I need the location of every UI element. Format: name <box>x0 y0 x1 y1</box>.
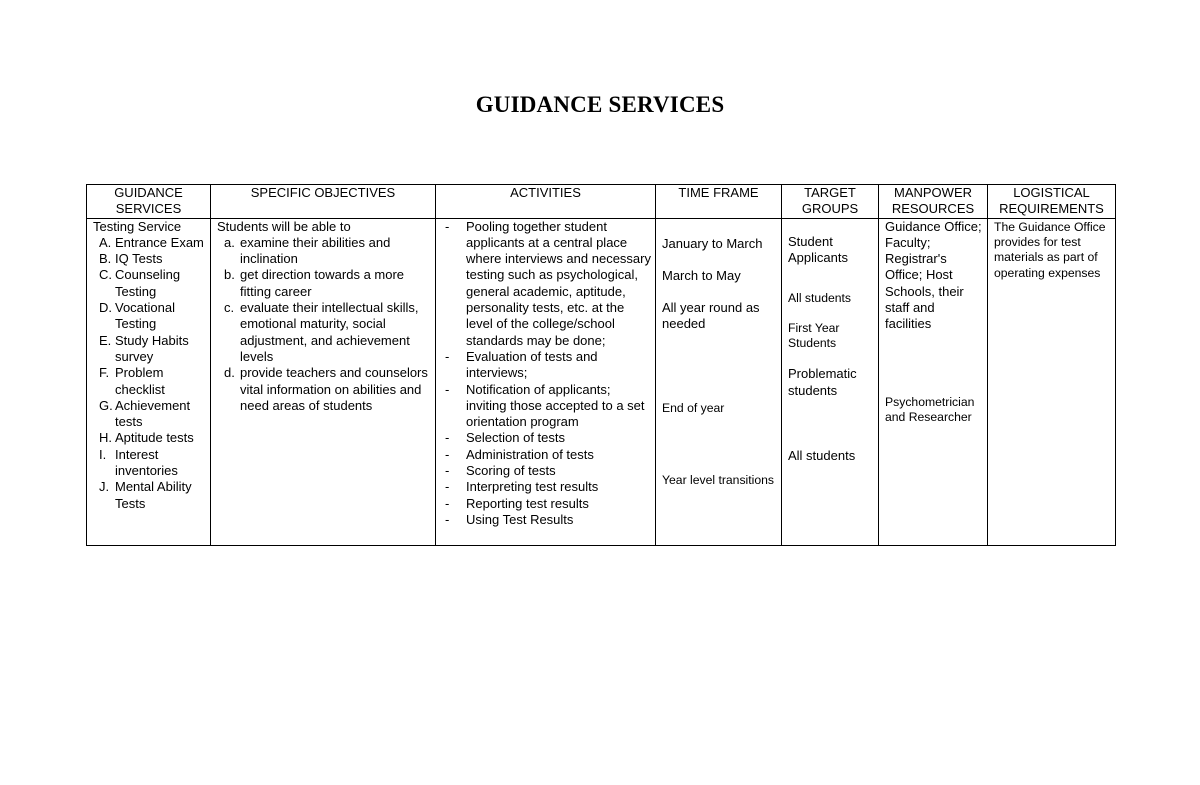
list-item: F. Problem checklist <box>99 365 165 397</box>
header-time-frame: TIME FRAME <box>656 185 782 219</box>
list-item: A. Entrance Exam <box>99 234 204 250</box>
list-item: - Pooling together student applicants at a central place where interviews and necessary testing such as psychological, general academic, aptitude, personality tests, etc. at the level of the college/school standards may be done; <box>445 218 651 348</box>
cell-guidance-services <box>87 218 211 545</box>
table-header-row <box>87 185 1116 219</box>
list-item: - Scoring of tests <box>445 463 556 479</box>
time-frame-item: March to May <box>662 267 741 283</box>
header-manpower-resources: MANPOWER RESOURCES <box>879 185 988 219</box>
target-group-item: Student Applicants <box>788 233 848 265</box>
objectives-list <box>217 235 431 414</box>
header-logistical-requirements: LOGISTICAL REQUIREMENTS <box>988 185 1116 219</box>
list-item: a. examine their abilities and inclination <box>224 234 391 267</box>
cell-specific-objectives <box>211 218 436 545</box>
list-item: c. evaluate their intellectual skills, emotional maturity, social adjustment, and achievement levels <box>224 300 419 364</box>
list-item: - Notification of applicants; inviting those accepted to a set orientation program <box>445 381 645 430</box>
list-item: H. Aptitude tests <box>99 430 194 446</box>
target-group-item: Problematic students <box>788 366 857 398</box>
cell-activities <box>436 218 656 545</box>
list-item: - Reporting test results <box>445 495 589 511</box>
table-row <box>87 218 1116 545</box>
list-item: B. IQ Tests <box>99 251 163 267</box>
list-item: b. get direction towards a more fitting career <box>224 267 405 299</box>
list-item: E. Study Habits survey <box>99 332 189 364</box>
list-item: - Administration of tests <box>445 446 594 462</box>
manpower-item: Psychometrician and Researcher <box>885 394 975 425</box>
page-title: GUIDANCE SERVICES <box>475 92 725 117</box>
guidance-services-table <box>86 184 1116 546</box>
header-specific-objectives: SPECIFIC OBJECTIVES <box>211 185 436 219</box>
services-heading: Testing Service <box>93 218 182 234</box>
list-item: D. Vocational Testing <box>99 300 175 332</box>
time-frame-item: January to March <box>662 235 763 251</box>
header-target-groups: TARGET GROUPS <box>782 185 879 219</box>
cell-manpower-resources <box>879 218 988 545</box>
list-item: C. Counseling Testing <box>99 267 181 299</box>
time-frame-item: End of year <box>662 400 725 415</box>
list-item: - Selection of tests <box>445 430 565 446</box>
manpower-item: Guidance Office; Faculty; Registrar's Office; Host Schools, their staff and facilities <box>885 218 982 332</box>
logistical-item: The Guidance Office provides for test materials as part of operating expenses <box>994 219 1106 280</box>
list-item: - Evaluation of tests and interviews; <box>445 348 598 381</box>
target-group-item: All students <box>788 291 852 306</box>
list-item: I. Interest inventories <box>99 446 178 479</box>
time-frame-item: All year round as needed <box>662 300 760 332</box>
time-frame-item: Year level transitions <box>662 473 775 488</box>
list-item: - Interpreting test results <box>445 479 599 495</box>
activities-list <box>442 219 651 529</box>
list-item: J. Mental Ability Tests <box>99 479 192 511</box>
cell-logistical-requirements <box>988 218 1116 545</box>
header-activities: ACTIVITIES <box>436 185 656 219</box>
services-list <box>93 235 206 512</box>
list-item: d. provide teachers and counselors vital information on abilities and need areas of students <box>224 365 428 413</box>
header-guidance-services: GUIDANCE SERVICES <box>87 185 211 219</box>
list-item: G. Achievement tests <box>99 397 191 430</box>
objectives-intro: Students will be able to <box>217 218 351 234</box>
list-item: - Using Test Results <box>445 511 574 527</box>
cell-target-groups <box>782 218 879 545</box>
target-group-item: First Year Students <box>788 320 840 350</box>
target-group-item: All students <box>788 448 856 463</box>
cell-time-frame <box>656 218 782 545</box>
